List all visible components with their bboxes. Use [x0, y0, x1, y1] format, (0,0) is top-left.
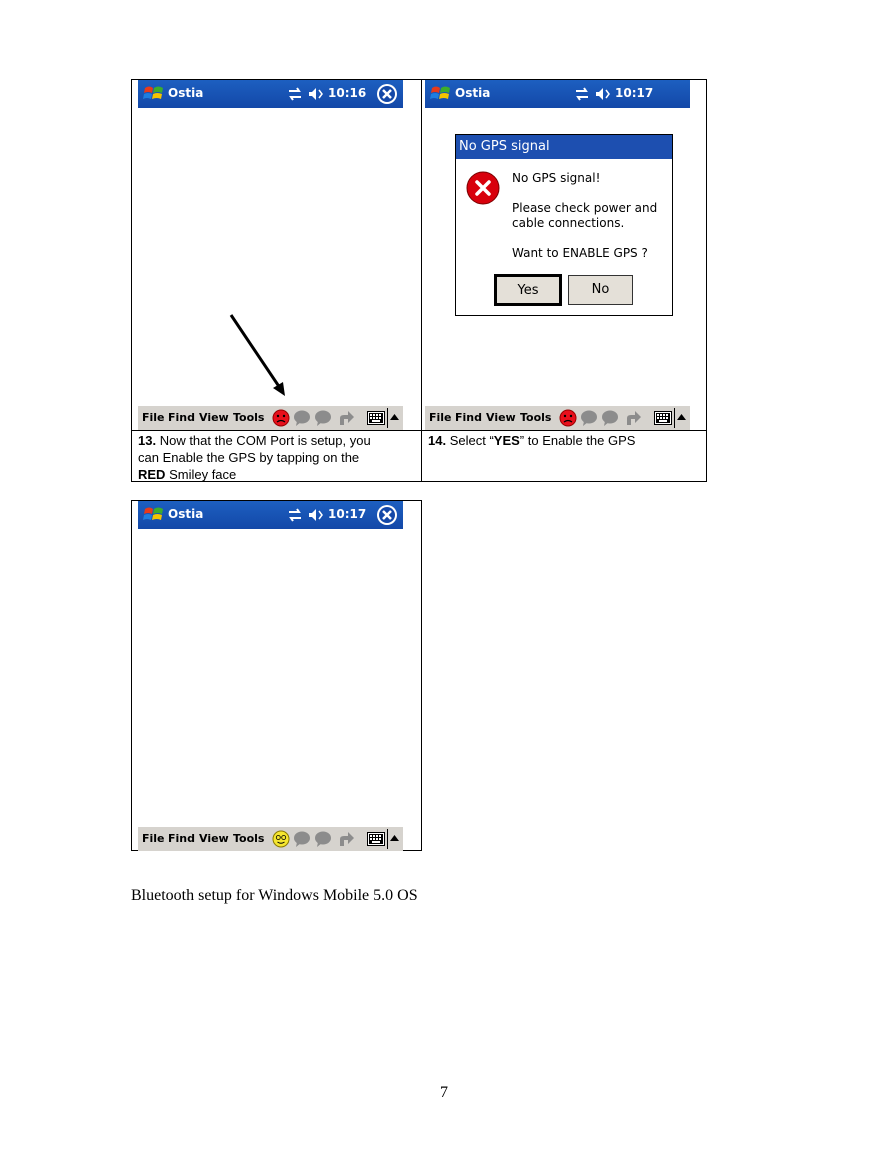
- close-icon[interactable]: [376, 504, 398, 526]
- menu-tools[interactable]: Tools: [520, 411, 552, 424]
- menu-file[interactable]: File: [429, 411, 452, 424]
- step-number: 13.: [138, 433, 157, 448]
- menu-bar: [138, 826, 403, 851]
- sip-divider: [387, 829, 388, 849]
- keyboard-icon[interactable]: [367, 832, 385, 846]
- menu-find[interactable]: Find: [168, 832, 195, 845]
- chat-bubble-icon[interactable]: [314, 830, 332, 848]
- no-button[interactable]: No: [568, 275, 633, 305]
- menu-find[interactable]: Find: [455, 411, 482, 424]
- caption-step-14: 14. Select “YES” to Enable the GPS: [428, 433, 636, 448]
- caption-step-13: 13. Now that the COM Port is setup, you can Enable the GPS by tapping on the RED Smiley face: [138, 433, 371, 482]
- menu-tools[interactable]: Tools: [233, 411, 265, 424]
- menu-view[interactable]: View: [486, 411, 516, 424]
- dialog-title: No GPS signal: [456, 135, 672, 159]
- page-number: 7: [440, 1084, 448, 1101]
- screen-gps-enabled: [138, 501, 403, 851]
- dialog-question: Want to ENABLE GPS ?: [512, 246, 648, 260]
- section-heading: Bluetooth setup for Windows Mobile 5.0 OS: [131, 887, 418, 904]
- clock[interactable]: 10:17: [328, 507, 367, 521]
- clock[interactable]: 10:17: [615, 86, 654, 100]
- volume-icon[interactable]: [308, 506, 324, 524]
- dialog-message-line: Please check power and: [512, 201, 658, 215]
- dialog-message-line: No GPS signal!: [512, 171, 601, 185]
- menu-find[interactable]: Find: [168, 411, 195, 424]
- menu-view[interactable]: View: [199, 832, 229, 845]
- sip-up-arrow-icon[interactable]: [390, 834, 399, 842]
- app-title: Ostia: [168, 507, 204, 521]
- app-title: Ostia: [455, 86, 491, 100]
- clock[interactable]: 10:16: [328, 86, 367, 100]
- red-emphasis: RED: [138, 467, 166, 482]
- title-bar: [138, 501, 403, 529]
- dialog-message-line: cable connections.: [512, 216, 625, 230]
- chat-bubble-icon[interactable]: [293, 830, 311, 848]
- menu-file[interactable]: File: [142, 411, 165, 424]
- yes-emphasis: YES: [493, 433, 520, 448]
- menu-view[interactable]: View: [199, 411, 229, 424]
- yes-button[interactable]: Yes: [495, 275, 561, 305]
- menu-tools[interactable]: Tools: [233, 832, 265, 845]
- app-title: Ostia: [168, 86, 204, 100]
- windows-start-icon[interactable]: [142, 504, 166, 526]
- step-number: 14.: [428, 433, 447, 448]
- forward-arrow-icon[interactable]: [337, 830, 355, 848]
- connectivity-icon[interactable]: [287, 506, 303, 524]
- menu-file[interactable]: File: [142, 832, 165, 845]
- yellow-smiley-icon[interactable]: [272, 830, 290, 848]
